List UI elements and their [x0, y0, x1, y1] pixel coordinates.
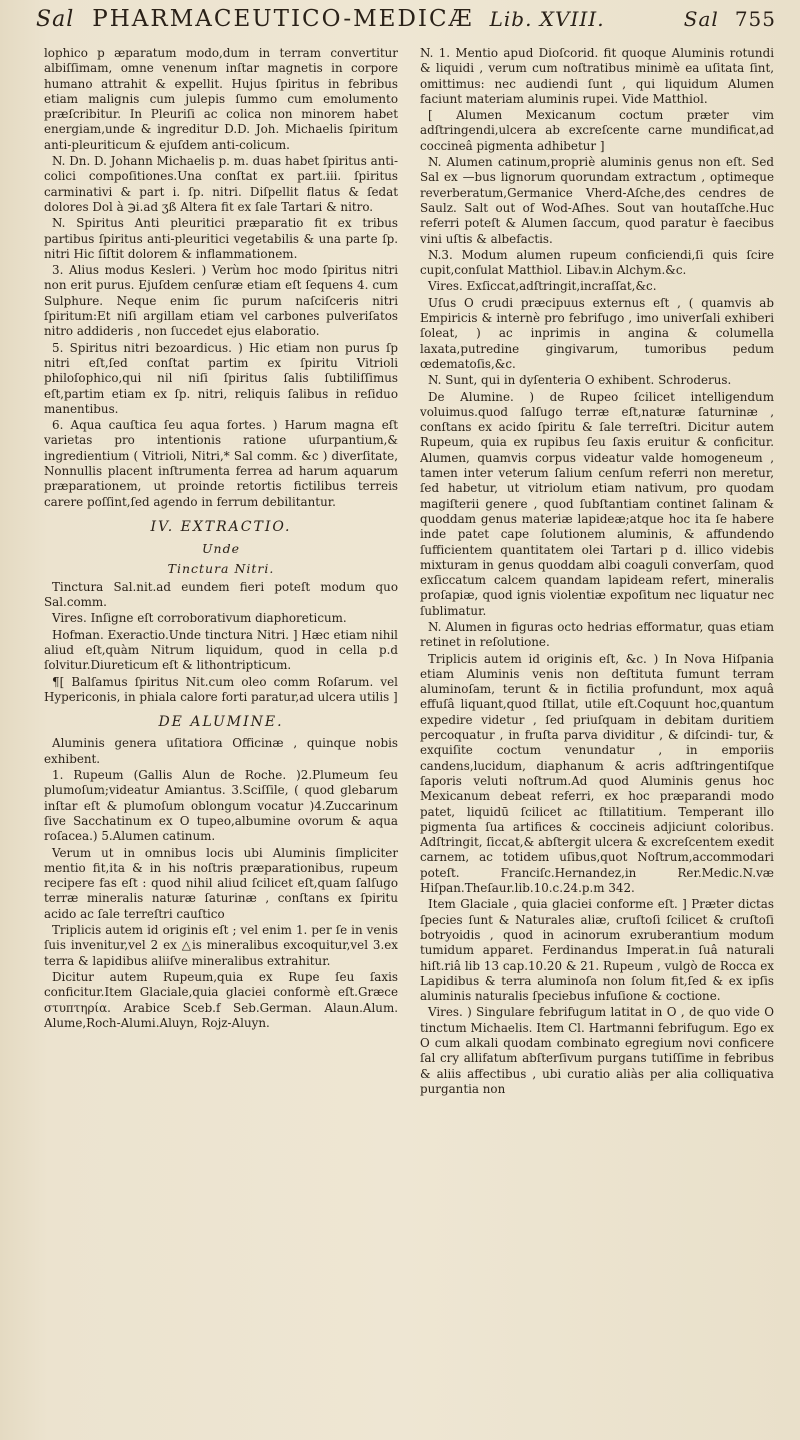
paragraph: N. Dn. D. Johann Michaelis p. m. duas habet ſpiritus anti-colici compoſitiones.Una conſtat ex part.iii. ſpiritus carminativi & part i. ſp. nitri. Diſpellit flatus & ſedat dolores Dol à ℈i.ad ʒß Altera fit ex ſale Tartari & nitro.	[44, 154, 398, 214]
author-name: Schroderus.	[658, 373, 732, 388]
paragraph: 3. Alius modus Kesleri. ) Verùm hoc modo ſpiritus nitri non erit purus. Ejuſdem cenſuræ etiam eſt ſequens 4. cum Sulphure. Neque enim ſic purum naſciſceris nitri ſpiritum:Et niſi argillam etiam vel carbones pulveriſatos nitro addideris , non ſuccedet ejus elaboratio.	[44, 263, 398, 339]
note-text: N. Sunt, qui in dyſenteria O exhibent.	[428, 373, 655, 388]
paragraph: Triplicis autem id originis eſt, &c. ) In Nova Hiſpania etiam Aluminis venis non deſtituta fumunt terram aluminoſam, terunt & in fictilia profundunt, mox aquâ effuſâ liquant,quod ſtillat, utile eſt.Coquunt hoc,quantum expedire videtur , ſed priuſquam in debitam duritiem percoquatur , in fruſta parva dividitur , & diſcindi- tur, & exquiſite coctum venundatur , in emporiis candens,lucidum, diaphanum & acris adſtringentiſque ſaporis veluti noſtrum.Ad quod Aluminis genus hoc Mexicanum debeat referri, ex hoc præparandi modo patet, liquidū ſcilicet ac ſtillatitium. Temperant illo pigmenta ſua artifices & coccineis adjiciunt coloribus. Adſtringit, ſiccat,& abſtergit ulcera & excreſcentem exedit carnem, ac totidem uſibus,quot Noſtrum,accommodari poteſt. Franciſc.Hernandez,in Rer.Medic.N.væ Hiſpan.Theſaur.lib.10.c.24.p.m 342.	[420, 651, 774, 896]
section-subheading-unde: Unde	[202, 541, 240, 557]
paragraph: [ Alumen Mexicanum coctum præter vim adſtringendi,ulcera ab excreſcente carne mundificat,ad coccineâ pigmenta adhibetur ]	[420, 108, 774, 153]
page-number: 755	[734, 7, 776, 31]
paragraph: Item Glaciale , quia glaciei conforme eſt. ] Præter dictas ſpecies ſunt & Naturales aliæ, cruſtoſi ſcilicet & cruſtoſi botryoidis , quod in acinorum exruberantium modum tumidum apparet. Ferdinandus Imperat.in ſuâ naturali hiſt.riâ lib 13 cap.10.20 & 21. Rupeum , vulgò de Rocca ex Lapidibus & terra aluminoſa non ſolum fit,ſed & ex ipſis aluminis naturalis ſpeciebus infuſione & coctione.	[420, 897, 774, 1004]
paragraph: Dicitur autem Rupeum,quia ex Rupe ſeu ſaxis conficitur.Item Glaciale,quia glaciei conformè eſt.Græce στυπτηρία. Arabice Sceb.f Seb.German. Alaun.Alum. Alume,Roch-Alumi.Aluyn, Rojz-Aluyn.	[44, 969, 398, 1030]
paragraph: ¶[ Balſamus ſpiritus Nit.cum oleo comm Roſarum. vel Hypericonis, in phiala calore forti paratur,ad ulcera utilis ]	[44, 674, 398, 704]
paragraph: De Alumine. ) de Rupeo ſcilicet intelligendum voluimus.quod ſalſugo terræ eſt,naturæ ſaturninæ , conſtans ex acido ſpiritu & ſale terreſtri. Dicitur autem Rupeum, quia ex rupibus ſeu ſaxis eruitur & conficitur. Alumen, quamvis corpus videatur valde homogeneum , tamen inter veterum ſalium cenſum referri non meretur, ſed habetur, ut vitriolum etiam nativum, pro quodam magiſterii genere , quod ſubſtantiam continet ſalinam & quoddam genus materiæ lapideæ;atque hoc ita ſe habere inde patet cape ſolutionem aluminis, & affundendo ſufficientem quantitatem olei Tartari p d. illico videbis mixturam in genus quoddam albi coaguli converſam, quod exſiccatum calcem quandam lapideam refert, mineralis proſapiæ, quod ignis violentiæ expoſitum nec liquatur nec ſublimatur.	[420, 389, 774, 618]
paragraph: Verum ut in omnibus locis ubi Aluminis ſimpliciter mentio fit,ita & in his noſtris præparationibus, rupeum recipere fas eſt : quod nihil aliud ſcilicet eſt,quam ſalſugo terræ mineralis naturæ ſaturinæ , conſtans ex ſpiritu acido ac ſale terreſtri cauſtico	[44, 845, 398, 921]
paragraph: 5. Spiritus nitri bezoardicus. ) Hic etiam non purus ſp nitri eſt,ſed conſtat partim ex ſpiritu Vitrioli philoſophico,qui nil niſi ſpiritus ſalis ſubtiliſſimus eſt,partim etiam ex ſp. nitri, reliquis ſalibus in reſiduo manentibus.	[44, 340, 398, 416]
paragraph: Aluminis genera uſitatiora Officinæ , quinque nobis exhibent.	[44, 736, 398, 766]
paragraph: 6. Aqua cauſtica ſeu aqua fortes. ) Harum magna eſt varietas pro intentionis ratione uſurpantium,& ingredientium ( Vitrioli, Nitri,* Sal comm. &c ) diverſitate, Nonnullis placent inſtrumenta ferrea ad harum aquarum præparationem, ut proinde retortis fictilibus terreis carere poſſint,ſed agendo in ferrum debilitantur.	[44, 418, 398, 509]
header-title: PHARMACEUTICO-MEDICÆ	[92, 6, 474, 32]
paragraph: Uſus O crudi præcipuus externus eſt , ( quamvis ab Empiricis & internè pro febrifugo , imo univerſali exhiberi ſoleat, ) ac inprimis in angina & columella laxata,putredine gingivarum, tumoribus pedum œdematoſis,&c.	[420, 295, 774, 371]
paragraph: 1. Rupeum (Gallis Alun de Roche. )2.Plumeum ſeu plumoſum;videatur Amiantus. 3.Sciſſile, ( quod glebarum inſtar eſt & plumoſum oblongum vocatur )4.Zuccarinum ſive Sacchatinum ex O tupeo,albumine ovorum & aqua roſacea.) 5.Alumen catinum.	[44, 768, 398, 844]
paragraph: Triplicis autem id originis eſt ; vel enim 1. per ſe in venis ſuis invenitur,vel 2 ex △is mineralibus excoquitur,vel 3.ex terra & lapidibus aliiſve mineralibus extrahitur.	[44, 923, 398, 968]
paragraph: N. Alumen in figuras octo hedrias efformatur, quas etiam retinet in reſolutione.	[420, 619, 774, 650]
paragraph: N. Alumen catinum,propriè aluminis genus non eſt. Sed Sal ex —bus lignorum quorundam extractum , optimeque reverberatum,Germanice Vherd-Aſche,des cendres de Saulz. Salt out of Wod-Aſhes. Sout van houtaſſche.Huc referri poteſt & Alumen ſaccum, quod paratur è faecibus vini uſtis & albefactis.	[420, 155, 774, 246]
header-right: Sal	[683, 7, 719, 31]
paragraph: N. 1. Mentio apud Dioſcorid. fit quoque Aluminis rotundi & liquidi , verum cum noſtratibus minimè ea uſitata ſint, omittimus: nec audiendi ſunt , qui liquidum Alumen faciunt materiam aluminis rupei. Vide Matthiol.	[420, 46, 774, 106]
paragraph: N.3. Modum alumen rupeum conficiendi,ſi quis ſcire cupit,conſulat Matthiol. Libav.in Alchym.&c.	[420, 247, 774, 278]
right-column	[420, 46, 774, 1426]
running-head	[36, 6, 776, 40]
paragraph: Vires. Exſiccat,adſtringit,incraſſat,&c.	[428, 279, 657, 294]
paragraph: Vires. ) Singulare febrifugum latitat in O , de quo vide O tinctum Michaelis. Item Cl. Hartmanni febrifugum. Ego ex O cum alkali quodam combinato egregium novi conficere ſal cry allifatum abſterſivum purgans tutiſſime in febribus & aliis affectibus , ubi curatio aliàs per alia colliquativa purgantia non	[420, 1005, 774, 1096]
text-columns	[44, 46, 774, 1426]
paragraph: Vires. Inſigne eſt corroborativum diaphoreticum.	[52, 611, 347, 626]
paragraph: lophico p æparatum modo,dum in terram convertitur albiſſimam, omne venenum inſtar magnetis in corpore humano attrahit & expellit. Hujus ſpiritus in febribus etiam malignis cum julepis ſummo cum emolumento præſcribitur. In Pleuriſi ac colica non minorem habet energiam,unde & ingreditur D.D. Joh. Michaelis ſpiritum anti-pleuriticum & ejuſdem anti-colicum.	[44, 46, 398, 152]
header-left: Sal	[36, 7, 75, 32]
left-column	[44, 46, 398, 1426]
paragraph: Tinctura Sal.nit.ad eundem fieri poteſt modum quo Sal.comm.	[44, 579, 398, 610]
section-subheading-tinctura: Tinctura Nitri.	[167, 560, 275, 576]
section-heading-alumine: DE ALUMINE.	[158, 714, 284, 731]
paragraph	[420, 373, 774, 388]
paragraph: Hofman. Exeractio.Unde tinctura Nitri. ] Hæc etiam nihil aliud eſt,quàm Nitrum liquidum, quod in cella p.d ſolvitur.Diureticum eſt & lithontripticum.	[44, 627, 398, 673]
paragraph: N. Spiritus Anti pleuritici præparatio fit ex tribus partibus ſpiritus anti-pleuritici vegetabilis & una parte ſp. nitri Hic ſiſtit dolorem & inflammationem.	[44, 216, 398, 261]
header-book: Lib. XVIII.	[489, 7, 605, 31]
section-heading-extractio: IV. EXTRACTIO.	[150, 518, 292, 535]
